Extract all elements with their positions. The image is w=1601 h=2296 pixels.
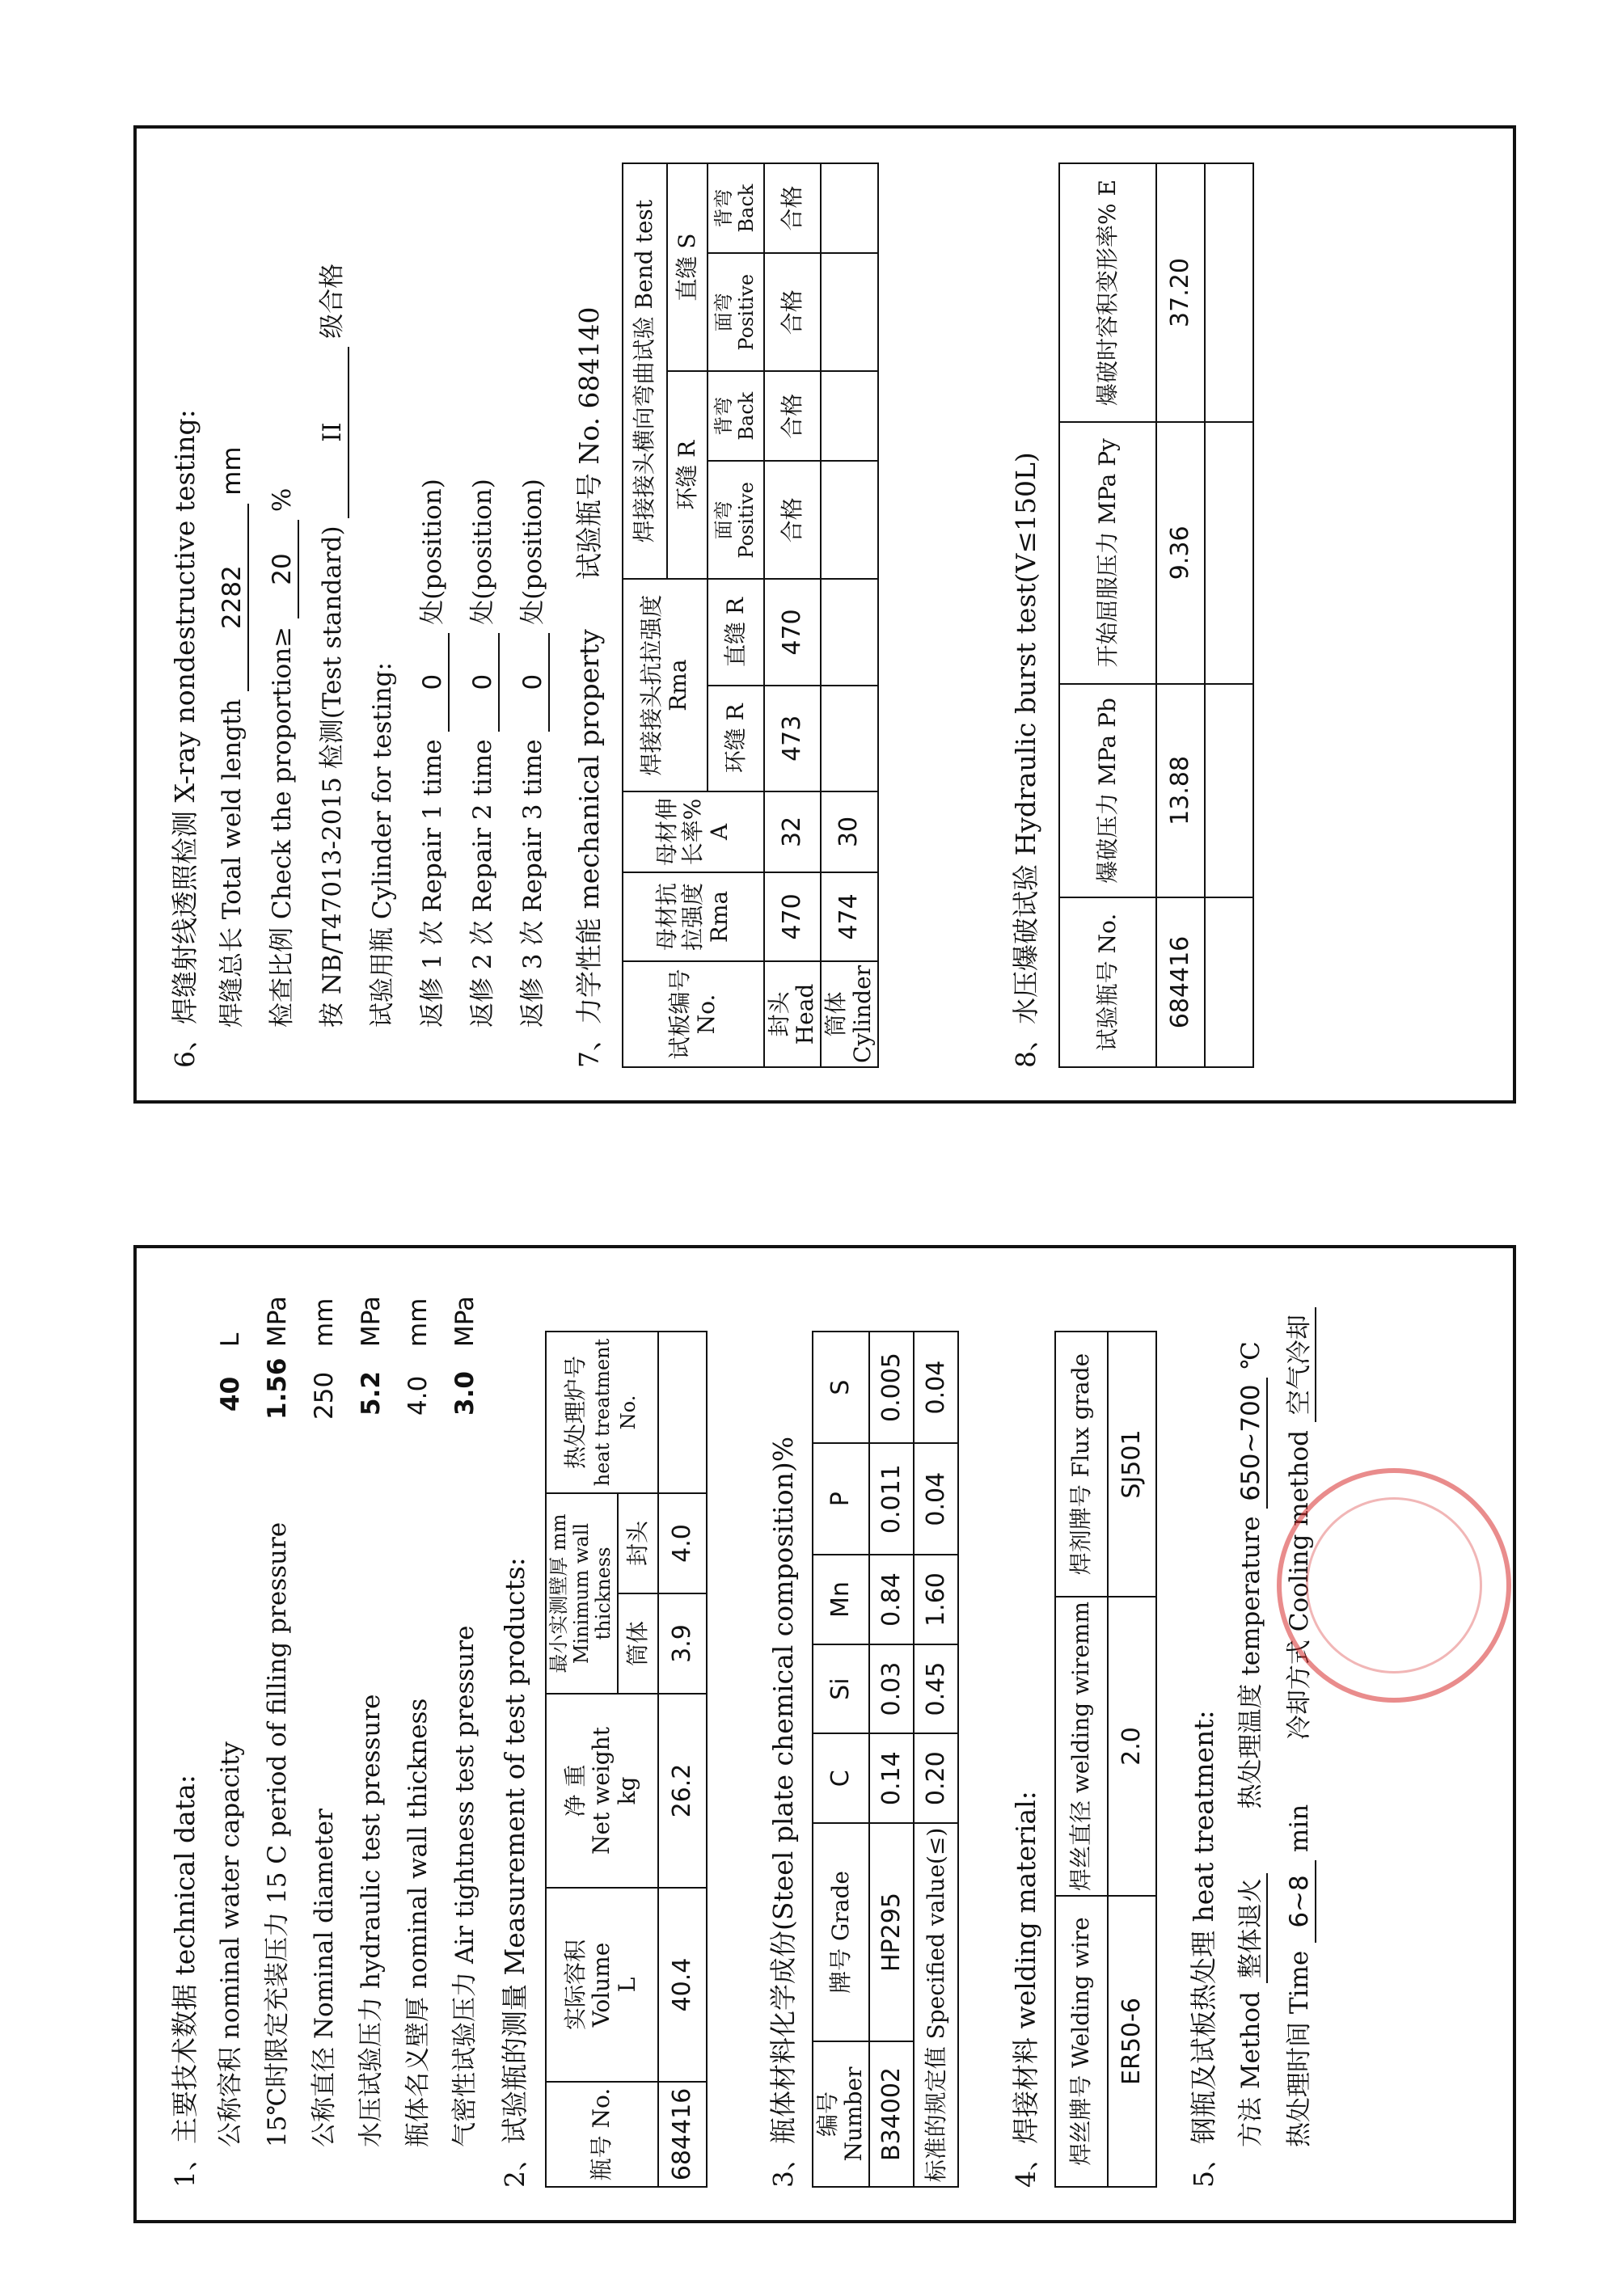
header-text: 净 重	[562, 1764, 589, 1817]
cell: 合格	[764, 461, 821, 579]
cell	[821, 461, 877, 579]
spec-unit: L	[216, 1332, 245, 1347]
header-cell: 母材伸长率% A	[623, 791, 764, 872]
cell: B34002	[869, 2041, 914, 2187]
cell: 筒体 Cylinder	[821, 961, 877, 1067]
header-cell: 封头	[618, 1493, 658, 1593]
grade-value: II	[318, 347, 349, 518]
spec-unit: MPa	[263, 1295, 292, 1347]
header-cell: 母材抗拉强度 Rma	[623, 872, 764, 961]
header-cell	[546, 1493, 618, 1694]
cell	[1205, 163, 1253, 422]
spec-unit: MPa	[450, 1295, 479, 1347]
mechanical-property-table	[622, 162, 879, 1068]
header-cell	[546, 1694, 658, 1888]
header-cell: 筒体	[618, 1593, 658, 1694]
header-cell: 开始屈服压力 MPa Py	[1059, 422, 1156, 684]
chemical-table	[812, 1331, 959, 2188]
cell: 9.36	[1156, 422, 1205, 684]
test-standard-row	[318, 264, 349, 1028]
burst-test-table	[1058, 162, 1254, 1068]
cell	[821, 371, 877, 461]
check-proportion-unit: %	[268, 487, 297, 513]
header-cell: 焊丝直径 welding wiremm	[1055, 1597, 1108, 1896]
header-cell: 焊丝牌号 Welding wire	[1055, 1896, 1108, 2187]
cell: 0.011	[869, 1443, 914, 1555]
cell: 30	[821, 791, 877, 872]
testing-panel	[133, 125, 1516, 1104]
welding-material-table	[1054, 1331, 1157, 2188]
header-cell: 背弯 Back	[708, 371, 764, 461]
cell: 32	[764, 791, 821, 872]
technical-data-panel	[133, 1245, 1516, 2223]
cell	[658, 1332, 707, 1493]
cell: 0.45	[914, 1644, 958, 1734]
repair-value: 0	[418, 633, 450, 732]
spec-value: 250	[310, 1371, 339, 1420]
header-cell: Mn	[813, 1555, 869, 1644]
header-cell: 焊剂牌号 Flux grade	[1055, 1332, 1108, 1597]
repair-label: 返修 2 次 Repair 2 time	[468, 739, 497, 1028]
spec-unit: mm	[310, 1298, 339, 1347]
method-label: 方法 Method	[1236, 1991, 1265, 2147]
header-cell: 直缝 R	[708, 579, 764, 685]
header-text: 热处理炉号	[562, 1356, 589, 1470]
cell: 684416	[658, 2082, 707, 2187]
cell	[821, 163, 877, 253]
repair-suffix: 处(position)	[418, 479, 447, 625]
cylinder-testing-label: 试验用瓶 Cylinder for testing:	[368, 662, 397, 1028]
cell: 473	[764, 686, 821, 791]
heat-treatment-heading: 5、钢瓶及试板热处理 heat treatment:	[1188, 1710, 1219, 2188]
red-seal-stamp	[1277, 1468, 1511, 1703]
header-cell: 环缝 R	[667, 371, 708, 579]
cell	[1205, 422, 1253, 684]
repair-value: 0	[518, 633, 550, 732]
cell: 封头 Head	[764, 961, 821, 1067]
repair-suffix: 处(position)	[518, 479, 547, 625]
cell: 474	[821, 872, 877, 961]
cell: SJ501	[1108, 1332, 1156, 1597]
repair-suffix: 处(position)	[468, 479, 497, 625]
header-text: kg	[614, 1776, 641, 1805]
spec-label: 公称容积 nominal water capacity	[216, 1741, 245, 2147]
cell	[1205, 897, 1253, 1067]
measurement-table	[545, 1331, 708, 2188]
header-text: Minimum wall thickness	[569, 1522, 615, 1665]
header-cell: 焊接接头横向弯曲试验 Bend test	[623, 163, 667, 579]
cell: 合格	[764, 371, 821, 461]
spec-label: 气密性试验压力 Air tightness test pressure	[450, 1625, 479, 2147]
weld-length-row	[218, 446, 249, 1028]
header-cell: 环缝 R	[708, 686, 764, 791]
cool-value: 空气冷却	[1285, 1307, 1316, 1422]
cell: 13.88	[1156, 684, 1205, 897]
technical-data-heading: 1、主要技术数据 technical data:	[169, 1775, 201, 2188]
table-row	[1156, 163, 1205, 1067]
cell: 4.0	[658, 1493, 707, 1593]
cool-label: 冷却方式 Cooling method	[1285, 1430, 1314, 1741]
repair-value: 0	[468, 633, 500, 732]
cell: 标准的规定值 Specified value(≤)	[914, 1823, 958, 2187]
spec-value: 1.56	[263, 1357, 292, 1420]
spec-value: 4.0	[403, 1375, 433, 1416]
header-cell: 瓶号 No.	[546, 2082, 658, 2187]
table-row	[764, 163, 821, 1067]
spec-unit: MPa	[357, 1295, 386, 1347]
header-cell: Si	[813, 1644, 869, 1734]
cell: 合格	[764, 253, 821, 371]
repair-label: 返修 3 次 Repair 3 time	[518, 739, 547, 1028]
header-text: 最小实测壁厚 mm	[547, 1513, 570, 1673]
header-cell: 试验瓶号 No.	[1059, 897, 1156, 1067]
cell	[1205, 684, 1253, 897]
header-cell: 试板编号 No.	[623, 961, 764, 1067]
check-proportion-value: 20	[268, 520, 299, 618]
cell: 0.005	[869, 1332, 914, 1443]
temp-unit: ℃	[1236, 1341, 1265, 1370]
cell: 0.04	[914, 1332, 958, 1443]
spec-value: 5.2	[357, 1371, 386, 1416]
cell: 40.4	[658, 1888, 707, 2082]
cell: 1.60	[914, 1555, 958, 1644]
header-text: heat treatment No.	[591, 1338, 640, 1487]
grade-suffix: 级合格	[318, 263, 347, 339]
table-row	[821, 163, 877, 1067]
cell: 470	[764, 579, 821, 685]
cell	[821, 579, 877, 685]
header-cell: 焊接接头抗拉强度 Rma	[623, 579, 708, 791]
header-cell: 背弯 Back	[708, 163, 764, 253]
repair-row	[518, 479, 550, 1028]
table-row	[1205, 163, 1253, 1067]
welding-material-heading: 4、焊接材料 welding material:	[1010, 1791, 1041, 2188]
cell: 0.04	[914, 1443, 958, 1555]
cell: HP295	[869, 1823, 914, 2041]
time-unit: min	[1285, 1804, 1314, 1853]
spec-value: 40	[216, 1376, 245, 1412]
cell: 合格	[764, 163, 821, 253]
header-text: Volume	[588, 1942, 615, 2028]
temp-value: 650~700	[1236, 1378, 1268, 1509]
repair-label: 返修 1 次 Repair 1 time	[418, 739, 447, 1028]
header-cell: 面弯 Positive	[708, 461, 764, 579]
measurement-heading: 2、试验瓶的测量 Measurement of test products:	[499, 1557, 530, 2188]
header-cell: 爆破压力 MPa Pb	[1059, 684, 1156, 897]
heat-treatment-method-row	[1236, 1341, 1268, 2147]
mechanical-property-heading	[573, 307, 606, 1068]
repair-row	[418, 479, 450, 1028]
header-cell: 面弯 Positive	[708, 253, 764, 371]
burst-test-heading: 8、水压爆破试验 Hydraulic burst test(V≤150L)	[1010, 452, 1041, 1068]
method-value: 整体退火	[1236, 1873, 1268, 1983]
cell: 0.84	[869, 1555, 914, 1644]
header-cell: C	[813, 1733, 869, 1823]
time-value: 6~8	[1285, 1860, 1316, 1943]
time-label: 热处理时间 Time	[1285, 1950, 1314, 2147]
cell: 37.20	[1156, 163, 1205, 422]
spec-value: 3.0	[450, 1371, 479, 1416]
repair-row	[468, 479, 500, 1028]
cell: 2.0	[1108, 1597, 1156, 1896]
cell: 0.20	[914, 1733, 958, 1823]
spec-label: 15℃时限定充装压力 15 C period of filling pressure	[263, 1522, 292, 2147]
header-cell: S	[813, 1332, 869, 1443]
cell: ER50-6	[1108, 1896, 1156, 2187]
check-proportion-label: 检查比例 Check the proportion≥	[268, 626, 297, 1028]
cell: 26.2	[658, 1694, 707, 1888]
header-cell: 牌号 Grade	[813, 1823, 869, 2041]
header-text: L	[614, 1977, 641, 1993]
header-text: 实际容积	[562, 1939, 589, 2031]
table-row	[914, 1332, 958, 2187]
mechanical-property-title: 7、力学性能 mechanical property	[573, 629, 605, 1068]
sample-number: 试验瓶号 No. 684140	[573, 306, 605, 580]
spec-unit: mm	[403, 1298, 433, 1347]
heat-treatment-time-row	[1285, 1307, 1316, 2147]
header-cell: P	[813, 1443, 869, 1555]
table-row	[1108, 1332, 1156, 2187]
weld-length-label: 焊缝总长 Total weld length	[218, 699, 247, 1028]
spec-label: 瓶体名义壁厚 nominal wall thickness	[403, 1698, 433, 2147]
cell: 3.9	[658, 1593, 707, 1694]
cell: 0.14	[869, 1733, 914, 1823]
temp-label: 热处理温度 temperature	[1236, 1516, 1265, 1809]
cell: 0.03	[869, 1644, 914, 1734]
chemical-heading: 3、瓶体材料化学成份(Steel plate chemical composition)%	[767, 1436, 799, 2188]
xray-heading: 6、焊缝射线透照检测 X-ray nondestructive testing:	[169, 409, 201, 1068]
header-cell: 直缝 S	[667, 163, 708, 371]
cell	[821, 253, 877, 371]
cell: 684416	[1156, 897, 1205, 1067]
spec-label: 公称直径 Nominal diameter	[310, 1809, 339, 2147]
header-text: Net weight	[588, 1727, 615, 1855]
cell	[821, 686, 877, 791]
spec-label: 水压试验压力 hydraulic test pressure	[357, 1694, 386, 2147]
test-standard-label: 按 NB/T47013-2015 检测(Test standard)	[318, 525, 347, 1028]
header-cell: 爆破时容积变形率% E	[1059, 163, 1156, 422]
header-cell	[546, 1332, 658, 1493]
table-row	[658, 1332, 707, 2187]
table-row	[869, 1332, 914, 2187]
header-cell	[546, 1888, 658, 2082]
weld-length-unit: mm	[218, 446, 247, 496]
cell: 470	[764, 872, 821, 961]
header-cell: 编号 Number	[813, 2041, 869, 2187]
weld-length-value: 2282	[218, 504, 249, 691]
check-proportion-row	[268, 488, 299, 1028]
